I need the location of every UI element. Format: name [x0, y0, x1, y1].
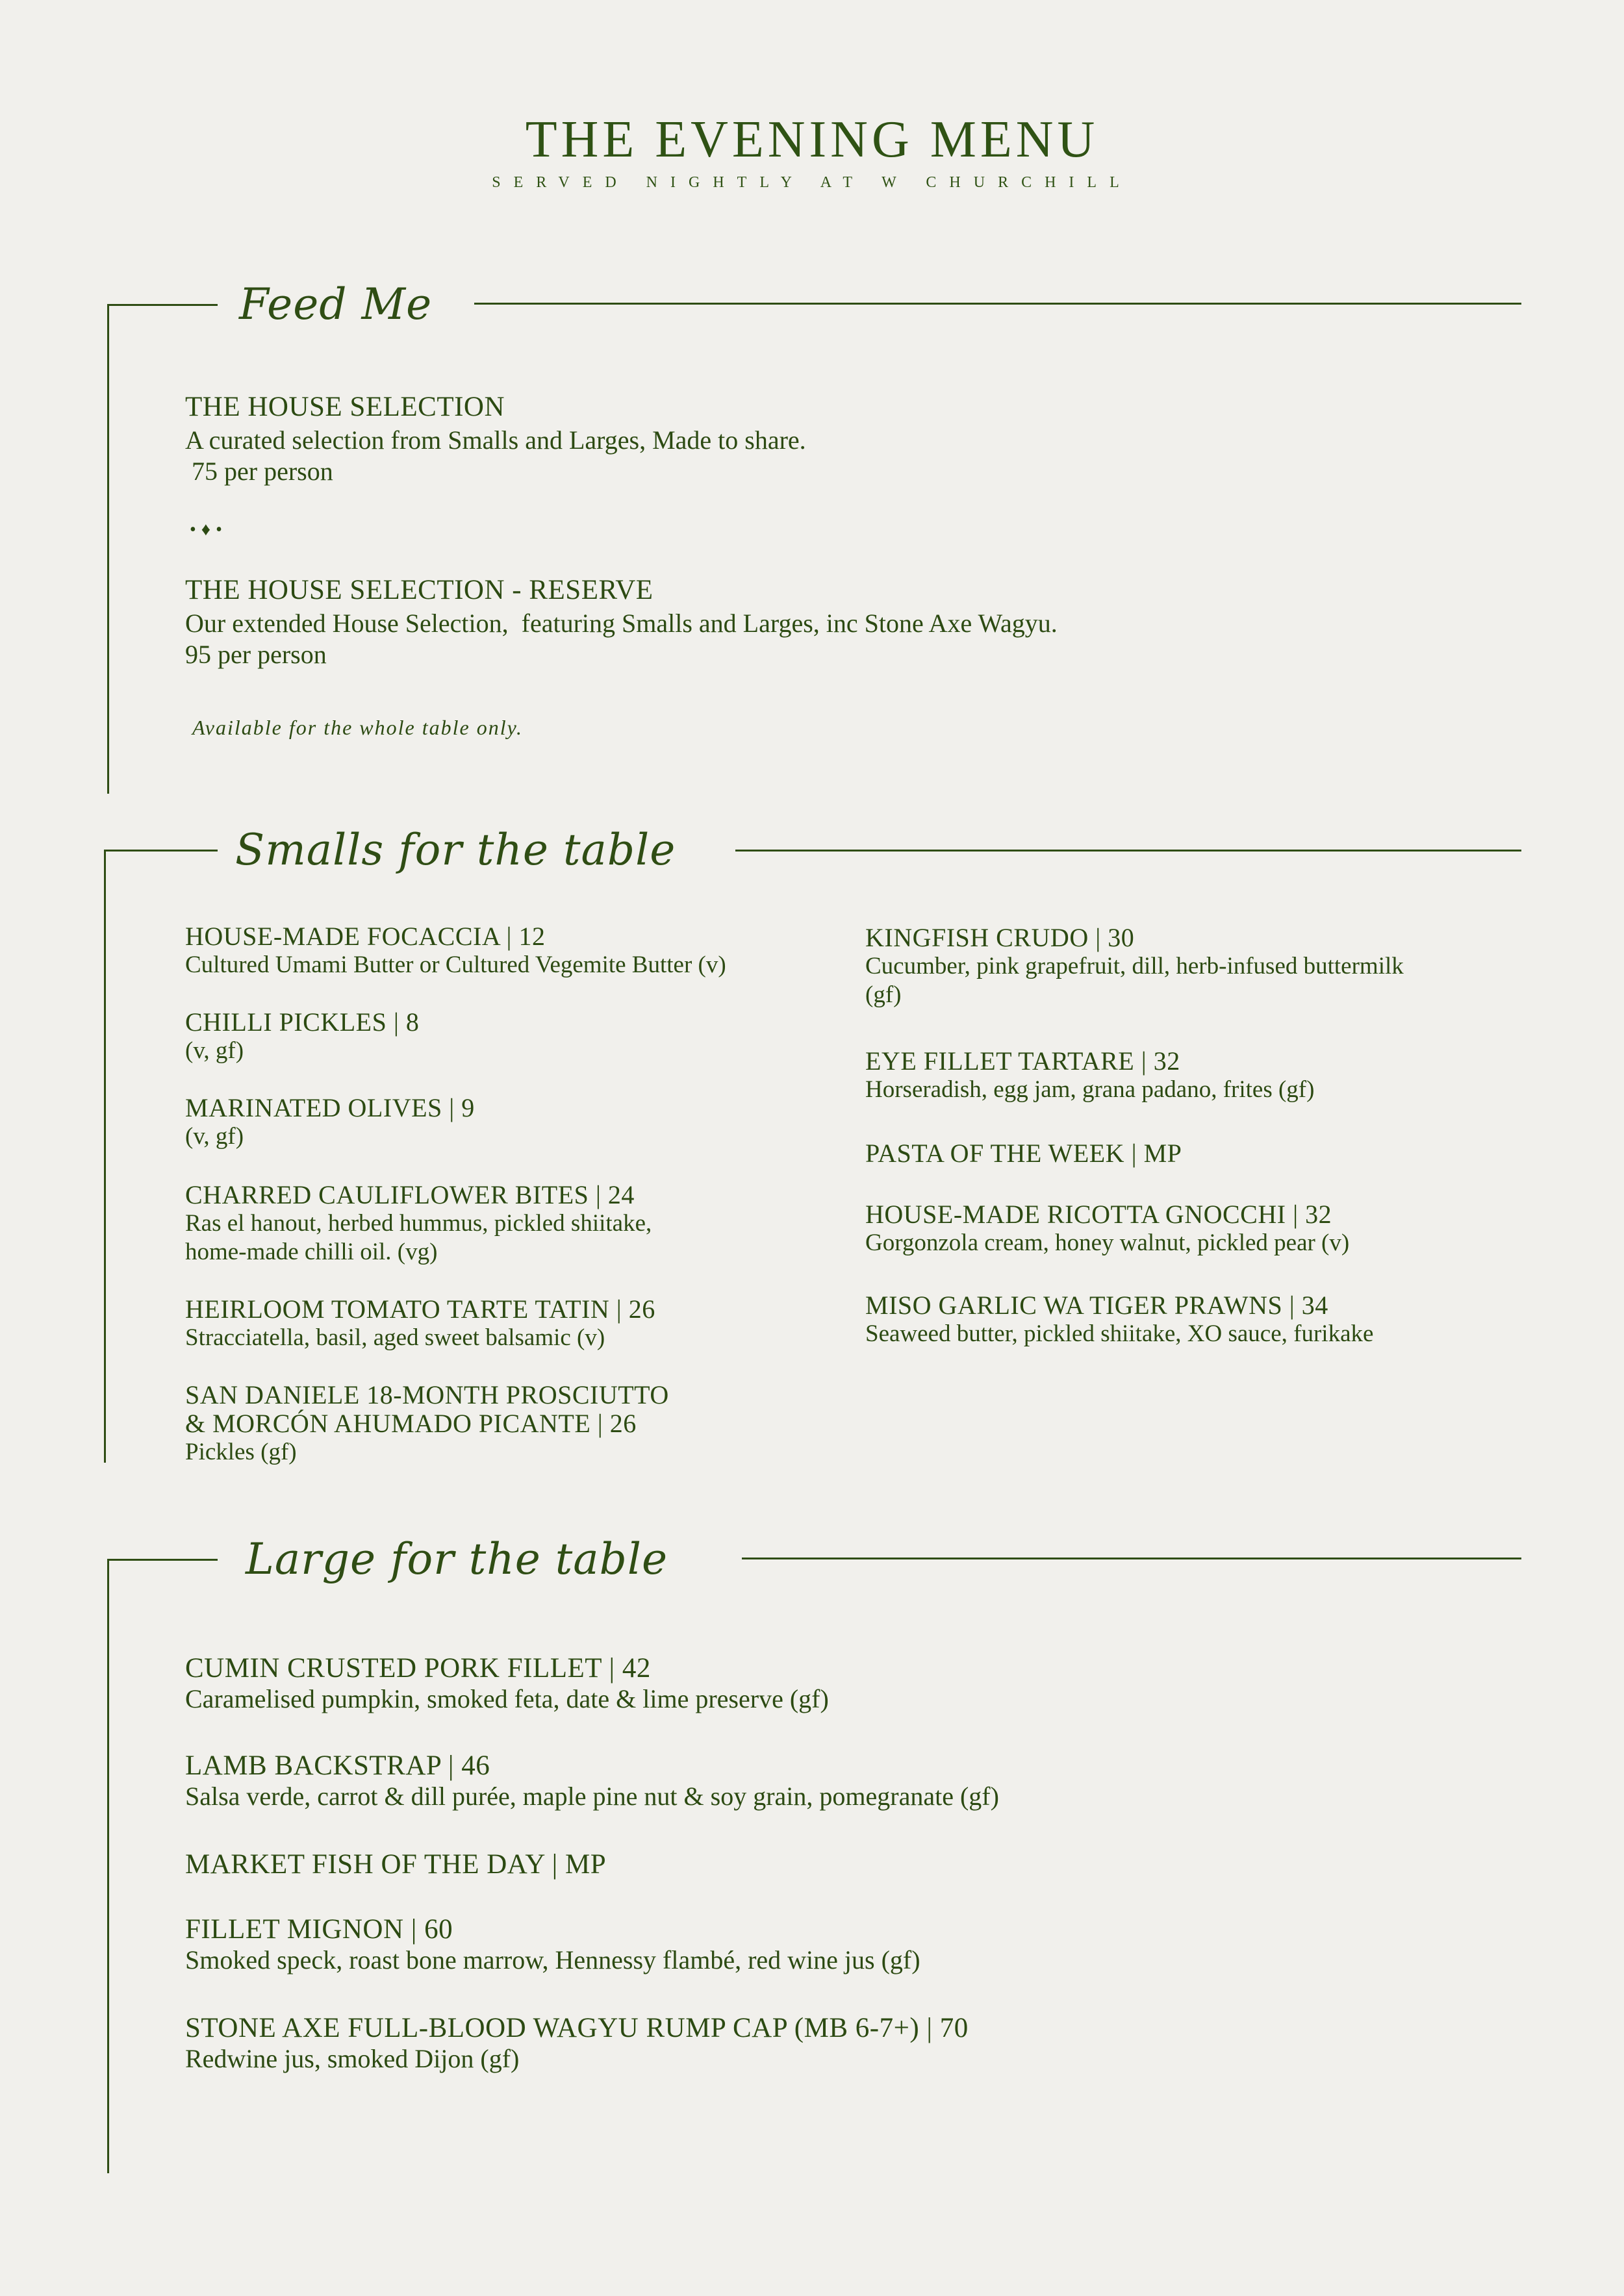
menu-item	[185, 1751, 999, 1812]
item-description: Smoked speck, roast bone marrow, Hennessy flambé, red wine jus (gf)	[185, 1945, 920, 1974]
menu-item	[865, 1291, 1373, 1348]
page-title: THE EVENING MENU	[525, 111, 1099, 168]
menu-item	[185, 1381, 669, 1467]
frame-rule	[474, 303, 1521, 305]
item-name: MARKET FISH OF THE DAY | MP	[185, 1849, 607, 1880]
frame-rule	[104, 850, 218, 852]
item-description: Caramelised pumpkin, smoked feta, date & lime preserve (gf)	[185, 1684, 829, 1713]
item-description: Ras el hanout, herbed hummus, pickled shiitake,	[185, 1210, 652, 1237]
item-name: & MORCÓN AHUMADO PICANTE | 26	[185, 1409, 637, 1438]
section-heading: Smalls for the table	[235, 825, 676, 875]
item-description: Cucumber, pink grapefruit, dill, herb-infused buttermilk	[865, 953, 1404, 979]
item-description: Stracciatella, basil, aged sweet balsamic (v)	[185, 1324, 605, 1351]
item-name: CUMIN CRUSTED PORK FILLET | 42	[185, 1653, 651, 1684]
menu-item	[185, 1654, 829, 1715]
page-subtitle: SERVED NIGHTLY AT W CHURCHILL	[492, 174, 1132, 191]
item-name: THE HOUSE SELECTION	[185, 392, 505, 422]
item-name: MISO GARLIC WA TIGER PRAWNS | 34	[865, 1291, 1328, 1320]
item-description: A curated selection from Smalls and Larges, Made to share.	[185, 425, 806, 455]
frame-rule	[735, 850, 1521, 852]
item-name: MARINATED OLIVES | 9	[185, 1093, 475, 1122]
item-description: Redwine jus, smoked Dijon (gf)	[185, 2044, 520, 2073]
item-name: HOUSE-MADE FOCACCIA | 12	[185, 922, 546, 951]
menu-item	[185, 1850, 606, 1880]
menu-item	[185, 1008, 419, 1065]
menu-item	[185, 2013, 969, 2075]
item-name: THE HOUSE SELECTION - RESERVE	[185, 575, 653, 605]
item-description: Pickles (gf)	[185, 1439, 297, 1465]
item-name: STONE AXE FULL-BLOOD WAGYU RUMP CAP (MB 6-7+) | 70	[185, 2013, 969, 2043]
item-name: PASTA OF THE WEEK | MP	[865, 1139, 1182, 1168]
item-description: Horseradish, egg jam, grana padano, frites (gf)	[865, 1076, 1315, 1103]
menu-item	[185, 392, 806, 487]
frame-rule	[107, 304, 218, 306]
frame-rule	[742, 1558, 1521, 1559]
section-heading: Large for the table	[246, 1534, 668, 1584]
item-description: Salsa verde, carrot & dill purée, maple pine nut & soy grain, pomegranate (gf)	[185, 1782, 999, 1811]
item-name: FILLET MIGNON | 60	[185, 1914, 453, 1945]
availability-note: Available for the whole table only.	[192, 716, 524, 739]
menu-item	[185, 922, 726, 979]
diamond-divider-icon: •♦•	[190, 520, 227, 540]
menu-item	[185, 1181, 652, 1267]
item-description: home-made chilli oil. (vg)	[185, 1239, 438, 1265]
frame-rule	[104, 850, 106, 1463]
item-description: Our extended House Selection, featuring Smalls and Larges, inc Stone Axe Wagyu.	[185, 609, 1058, 638]
item-description: Seaweed butter, pickled shiitake, XO sauce, furikake	[865, 1320, 1374, 1347]
item-description: Gorgonzola cream, honey walnut, pickled pear (v)	[865, 1230, 1350, 1256]
item-name: KINGFISH CRUDO | 30	[865, 923, 1135, 952]
menu-item	[185, 575, 1058, 670]
item-price: 95 per person	[185, 640, 327, 669]
item-name: EYE FILLET TARTARE | 32	[865, 1046, 1180, 1076]
item-price: 75 per person	[185, 457, 333, 486]
menu-item	[185, 1295, 655, 1352]
menu-item	[865, 924, 1404, 1009]
frame-rule	[107, 1559, 109, 2173]
item-description: (v, gf)	[185, 1123, 244, 1150]
item-name: SAN DANIELE 18-MONTH PROSCIUTTO	[185, 1380, 669, 1409]
item-description: Cultured Umami Butter or Cultured Vegemite Butter (v)	[185, 952, 726, 978]
frame-rule	[107, 1559, 218, 1561]
section-heading: Feed Me	[239, 279, 433, 329]
menu-item	[185, 1094, 475, 1151]
frame-rule	[107, 304, 109, 794]
item-description: (gf)	[865, 981, 902, 1008]
item-name: LAMB BACKSTRAP | 46	[185, 1750, 490, 1781]
item-name: CHILLI PICKLES | 8	[185, 1007, 420, 1037]
item-name: HOUSE-MADE RICOTTA GNOCCHI | 32	[865, 1200, 1332, 1229]
menu-item	[865, 1139, 1182, 1168]
item-description: (v, gf)	[185, 1037, 244, 1064]
menu-item	[865, 1047, 1314, 1104]
item-name: CHARRED CAULIFLOWER BITES | 24	[185, 1180, 635, 1209]
menu-item	[865, 1200, 1349, 1257]
item-name: HEIRLOOM TOMATO TARTE TATIN | 26	[185, 1294, 655, 1324]
menu-item	[185, 1915, 920, 1976]
